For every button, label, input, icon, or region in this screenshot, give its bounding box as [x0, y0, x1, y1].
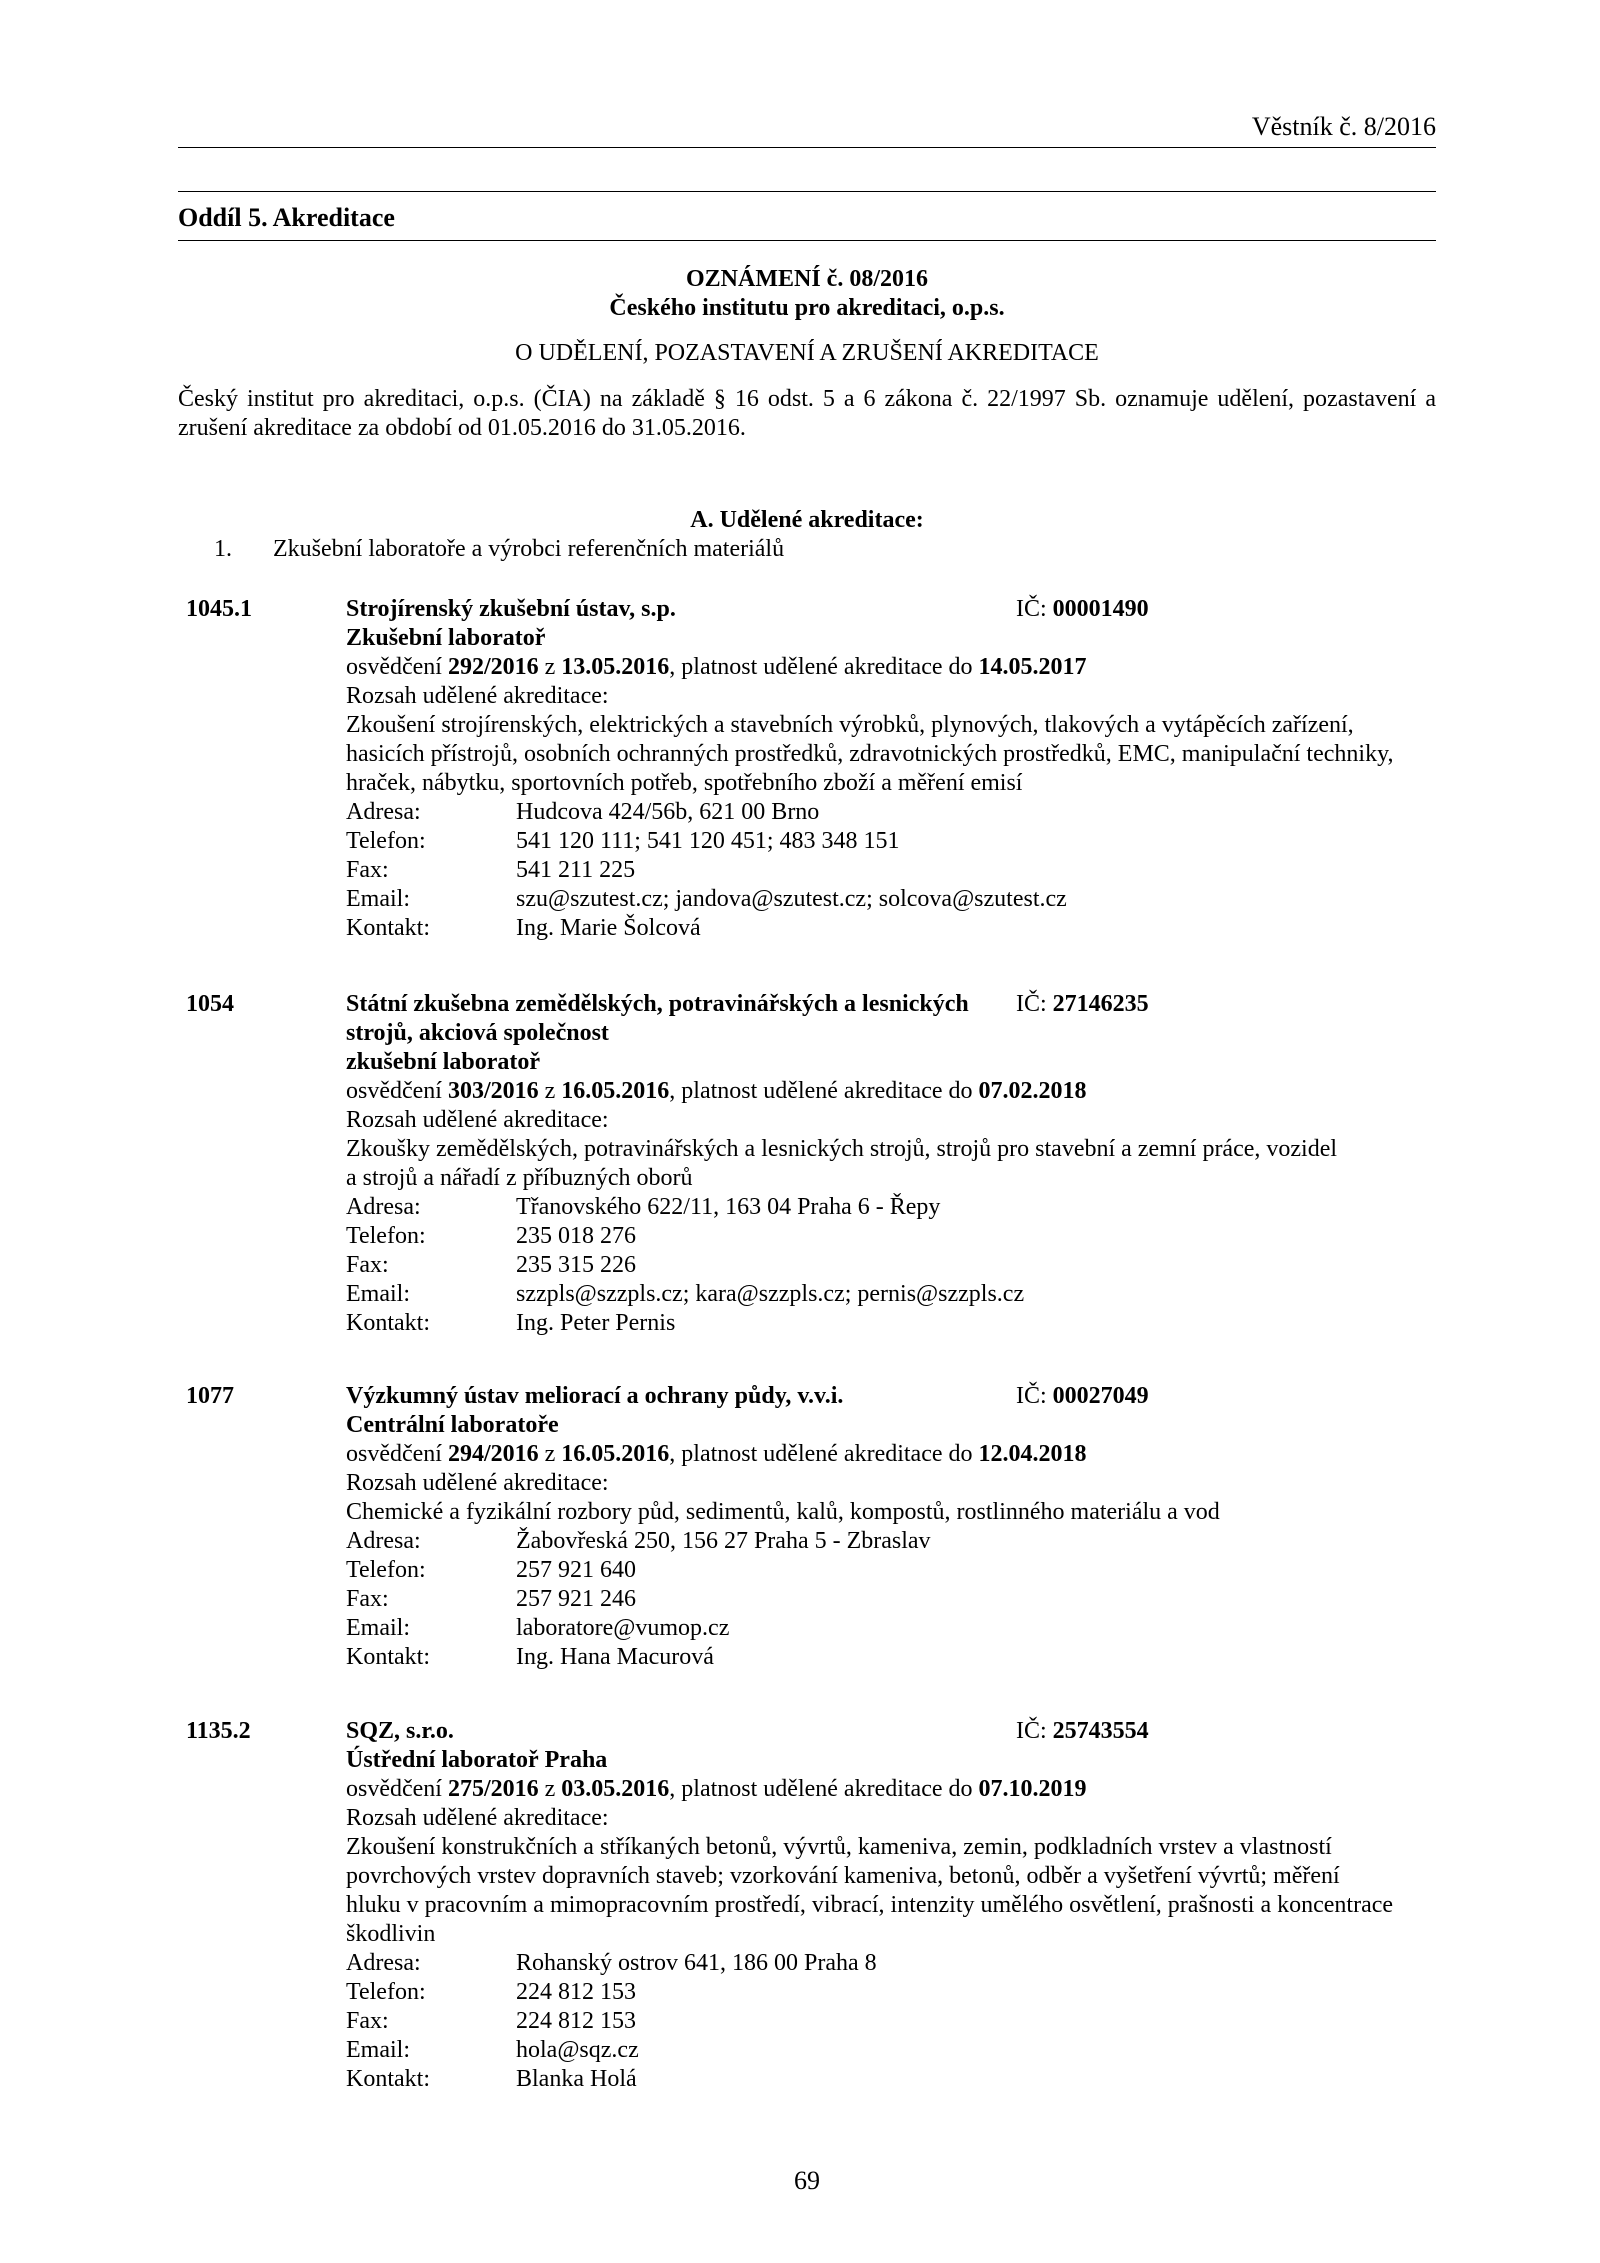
page-number: 69: [794, 2166, 820, 2195]
entry-phone: Telefon: 257 921 640: [346, 1557, 636, 1583]
entry-unit: Zkušební laboratoř: [346, 625, 546, 651]
entry-scope-line: škodlivin: [346, 1921, 436, 1947]
entry-fax: Fax: 257 921 246: [346, 1586, 636, 1612]
notice-title: OZNÁMENÍ č. 08/2016: [686, 266, 928, 292]
entry-scope-line: Zkoušky zemědělských, potravinářských a lesnických strojů, strojů pro stavební a zemní práce, vozidel: [346, 1136, 1338, 1162]
journal-header: Věstník č. 8/2016: [1251, 112, 1436, 141]
entry-ic: IČ: 00027049: [1016, 1383, 1149, 1409]
header-rule: [178, 147, 1436, 148]
entry-unit: zkušební laboratoř: [346, 1049, 541, 1075]
entry-name: Státní zkušebna zemědělských, potravinářských a lesnických strojů, akciová společnost: [346, 991, 969, 1046]
entry-fax: Fax: 224 812 153: [346, 2008, 636, 2034]
entry-id: 1077: [186, 1383, 234, 1409]
entry-certificate: osvědčení 292/2016 z 13.05.2016, platnost udělené akreditace do 14.05.2017: [346, 654, 1087, 680]
entry-scope-line: hasicích přístrojů, osobních ochranných prostředků, zdravotnických prostředků, EMC, manipulační techniky,: [346, 741, 1394, 767]
entry-email: Email: hola@sqz.cz: [346, 2037, 639, 2063]
entry-scope-line: Chemické a fyzikální rozbory půd, sedimentů, kalů, kompostů, rostlinného materiálu a vod: [346, 1499, 1220, 1525]
entry-address: Adresa: Hudcova 424/56b, 621 00 Brno: [346, 799, 820, 825]
subsection-title: Zkušební laboratoře a výrobci referenčních materiálů: [273, 536, 785, 562]
entry-scope-label: Rozsah udělené akreditace:: [346, 1107, 609, 1133]
subsection-number: 1.: [214, 536, 232, 562]
document-page: [178, 0, 1436, 2263]
entry-ic: IČ: 25743554: [1016, 1718, 1149, 1744]
entry-contact: Kontakt: Ing. Peter Pernis: [346, 1310, 676, 1336]
notice-issuer: Českého institutu pro akreditaci, o.p.s.: [609, 295, 1005, 321]
entry-email: Email: szzpls@szzpls.cz; kara@szzpls.cz; pernis@szzpls.cz: [346, 1281, 1025, 1307]
entry-email: Email: laboratore@vumop.cz: [346, 1615, 730, 1641]
entry-certificate: osvědčení 294/2016 z 16.05.2016, platnost udělené akreditace do 12.04.2018: [346, 1441, 1087, 1467]
entry-fax: Fax: 541 211 225: [346, 857, 636, 883]
entry-address: Adresa: Třanovského 622/11, 163 04 Praha 6 - Řepy: [346, 1194, 941, 1220]
entry-scope-line: hraček, nábytku, sportovních potřeb, spotřebního zboží a měření emisí: [346, 770, 1023, 796]
entry-contact: Kontakt: Blanka Holá: [346, 2066, 637, 2092]
entry-phone: Telefon: 235 018 276: [346, 1223, 636, 1249]
entry-scope-line: povrchových vrstev dopravních staveb; vzorkování kameniva, betonů, odběr a vyšetření vývrtů; měření: [346, 1863, 1340, 1889]
entry-contact: Kontakt: Ing. Marie Šolcová: [346, 915, 701, 941]
entry-address: Adresa: Žabovřeská 250, 156 27 Praha 5 - Zbraslav: [346, 1528, 931, 1554]
entry-unit: Ústřední laboratoř Praha: [346, 1747, 608, 1773]
entry-name: Výzkumný ústav meliorací a ochrany půdy, v.v.i.: [346, 1383, 844, 1409]
entry-scope-line: Zkoušení strojírenských, elektrických a stavebních výrobků, plynových, tlakových a vytápěcích zařízení,: [346, 712, 1354, 738]
notice-intro: Český institut pro akreditaci, o.p.s. (ČIA) na základě § 16 odst. 5 a 6 zákona č. 22/1997 Sb. oznamuje udělení, pozastavení a zrušení akreditace za období od 01.05.2016 do 31.05.2016.: [178, 386, 1436, 441]
entry-id: 1135.2: [186, 1718, 251, 1744]
part-heading: A. Udělené akreditace:: [690, 507, 924, 533]
entry-certificate: osvědčení 303/2016 z 16.05.2016, platnost udělené akreditace do 07.02.2018: [346, 1078, 1087, 1104]
entry-email: Email: szu@szutest.cz; jandova@szutest.cz; solcova@szutest.cz: [346, 886, 1067, 912]
entry-name: SQZ, s.r.o.: [346, 1718, 454, 1744]
entry-scope-label: Rozsah udělené akreditace:: [346, 1470, 609, 1496]
entry-ic: IČ: 27146235: [1016, 991, 1149, 1017]
section-title: Oddíl 5. Akreditace: [178, 203, 395, 232]
entry-scope-label: Rozsah udělené akreditace:: [346, 683, 609, 709]
entry-name: Strojírenský zkušební ústav, s.p.: [346, 596, 676, 622]
entry-scope-line: hluku v pracovním a mimopracovním prostředí, vibrací, intenzity umělého osvětlení, prašnosti a koncentrace: [346, 1892, 1394, 1918]
entry-fax: Fax: 235 315 226: [346, 1252, 636, 1278]
entry-scope-line: a strojů a nářadí z příbuzných oborů: [346, 1165, 693, 1191]
entry-certificate: osvědčení 275/2016 z 03.05.2016, platnost udělené akreditace do 07.10.2019: [346, 1776, 1087, 1802]
entry-address: Adresa: Rohanský ostrov 641, 186 00 Praha 8: [346, 1950, 877, 1976]
entry-id: 1054: [186, 991, 234, 1017]
entry-scope-line: Zkoušení konstrukčních a stříkaných betonů, vývrtů, kameniva, zemin, podkladních vrstev a vlastností: [346, 1834, 1332, 1860]
entry-phone: Telefon: 224 812 153: [346, 1979, 636, 2005]
entry-id: 1045.1: [186, 596, 252, 622]
notice-subject: O UDĚLENÍ, POZASTAVENÍ A ZRUŠENÍ AKREDITACE: [515, 340, 1099, 366]
section-rule-top: [178, 191, 1436, 192]
entry-ic: IČ: 00001490: [1016, 596, 1149, 622]
entry-phone: Telefon: 541 120 111; 541 120 451; 483 348 151: [346, 828, 900, 854]
entry-scope-label: Rozsah udělené akreditace:: [346, 1805, 609, 1831]
entry-unit: Centrální laboratoře: [346, 1412, 559, 1438]
section-rule-bottom: [178, 240, 1436, 241]
entry-contact: Kontakt: Ing. Hana Macurová: [346, 1644, 714, 1670]
